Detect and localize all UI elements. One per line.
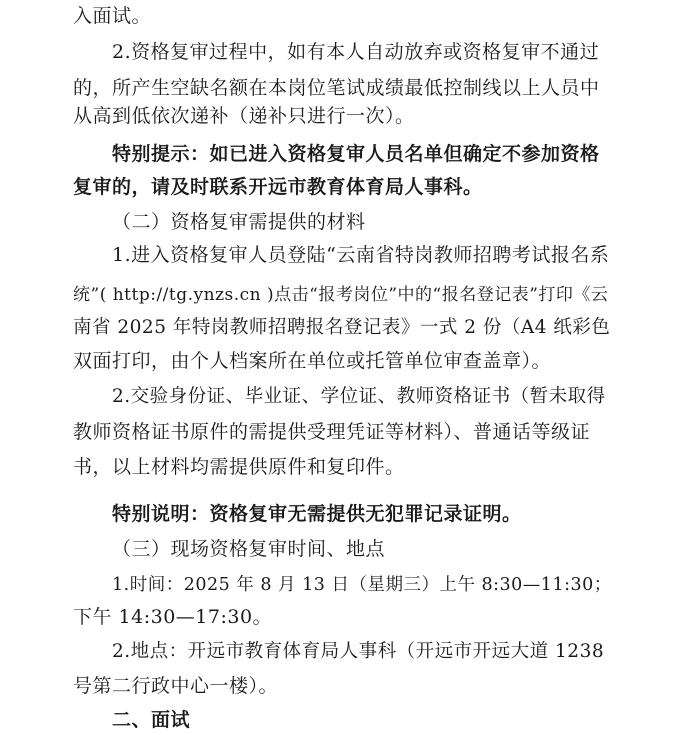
- text-line: 1.进入资格复审人员登陆“云南省特岗教师招聘考试报名系: [112, 244, 610, 266]
- text-line: 统”( http://tg.ynzs.cn )点击“报考岗位”中的“报名登记表”打印《云: [73, 285, 609, 305]
- special-note-line: 特别说明：资格复审无需提供无犯罪记录证明。: [112, 503, 522, 525]
- text-line: 双面打印，由个人档案所在单位或托管单位审查盖章）。: [73, 350, 552, 372]
- text-line: 2.资格复审过程中，如有本人自动放弃或资格复审不通过: [112, 41, 600, 63]
- text-line: 2.交验身份证、毕业证、学位证、教师资格证书（暂未取得: [112, 386, 606, 407]
- text-line: 号第二行政中心一楼）。: [73, 675, 279, 697]
- text-line: 教师资格证书原件的需提供受理凭证等材料）、普通话等级证: [73, 421, 591, 443]
- text-line: 从高到低依次递补（递补只进行一次）。: [73, 105, 415, 127]
- text-line: 书，以上材料均需提供原件和复印件。: [73, 456, 405, 478]
- section-heading: 二、面试: [112, 709, 191, 731]
- text-line: 2.地点：开远市教育体育局人事科（开远市开远大道 1238: [112, 641, 605, 662]
- text-line: 南省 2025 年特岗教师招聘报名登记表》一式 2 份（A4 纸彩色: [73, 317, 611, 338]
- text-line: 下午 14:30—17:30。: [73, 606, 273, 628]
- special-notice-line: 复审的，请及时联系开远市教育体育局人事科。: [73, 176, 483, 198]
- text-line: 入面试。: [73, 5, 152, 27]
- special-notice-line: 特别提示：如已进入资格复审人员名单但确定不参加资格: [112, 143, 600, 165]
- text-line: 1.时间：2025 年 8 月 13 日（星期三）上午 8:30—11:30；: [112, 575, 612, 595]
- text-line: 的，所产生空缺名额在本岗位笔试成绩最低控制线以上人员中: [73, 77, 600, 99]
- section-heading: （三）现场资格复审时间、地点: [112, 538, 386, 560]
- section-heading: （二）资格复审需提供的材料: [112, 211, 366, 233]
